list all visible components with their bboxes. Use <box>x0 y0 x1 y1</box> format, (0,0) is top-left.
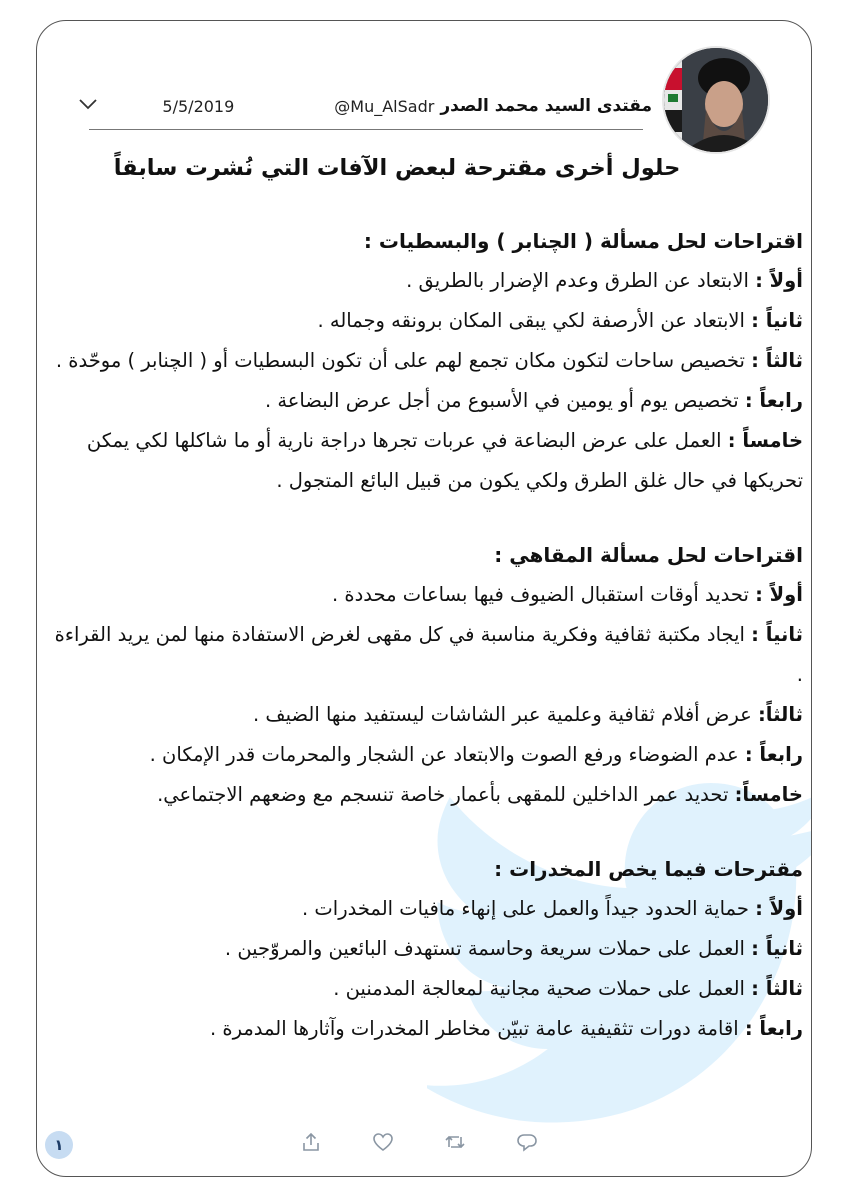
item-ordinal: أولاً : <box>755 897 803 920</box>
section-heading: مقترحات فيما يخص المخدرات : <box>494 857 803 881</box>
author-handle[interactable]: @Mu_AlSadr <box>334 96 435 116</box>
tweet-header <box>77 89 652 123</box>
list-item <box>43 889 803 929</box>
item-text: تخصيص ساحات لتكون مكان تجمع لهم على أن تكون البسطيات أو ( الچنابر ) موحّدة . <box>55 349 752 372</box>
list-item <box>43 1009 803 1049</box>
item-text: اقامة دورات تثقيفية عامة تبيّن مخاطر المخدرات وآثارها المدمرة . <box>209 1017 745 1040</box>
item-ordinal: ثانياً : <box>751 309 803 332</box>
section-heading: اقتراحات لحل مسألة ( الچنابر ) والبسطيات : <box>363 229 803 253</box>
item-ordinal: رابعاً : <box>744 743 803 766</box>
tweet-card <box>36 20 812 1177</box>
item-ordinal: أولاً : <box>755 583 803 606</box>
reply-icon[interactable] <box>516 1131 538 1153</box>
item-ordinal: ثالثاً : <box>751 977 803 1000</box>
post-body <box>43 221 803 1049</box>
section-drugs <box>43 849 803 1049</box>
item-ordinal: ثانياً : <box>751 937 803 960</box>
section-heading: اقتراحات لحل مسألة المقاهي : <box>494 543 803 567</box>
list-item <box>43 261 803 301</box>
item-text: تحديد أوقات استقبال الضيوف فيها بساعات محددة . <box>331 583 756 606</box>
header-divider <box>89 129 643 130</box>
item-ordinal: أولاً : <box>755 269 803 292</box>
list-item <box>43 695 803 735</box>
item-ordinal: ثالثاً : <box>751 349 803 372</box>
item-ordinal: رابعاً : <box>744 389 803 412</box>
avatar[interactable] <box>662 46 770 154</box>
page-number-badge: ١ <box>45 1131 73 1159</box>
list-item <box>43 341 803 381</box>
item-ordinal: رابعاً : <box>744 1017 803 1040</box>
list-item <box>43 381 803 421</box>
share-icon[interactable] <box>300 1131 322 1153</box>
item-ordinal: ثالثاً: <box>757 703 803 726</box>
item-text: ايجاد مكتبة ثقافية وفكرية مناسبة في كل مقهى لغرض الاستفادة منها لمن يريد القراءة . <box>54 623 803 686</box>
list-item <box>43 301 803 341</box>
like-icon[interactable] <box>372 1131 394 1153</box>
list-item <box>43 775 803 815</box>
item-text: حماية الحدود جيداً والعمل على إنهاء مافيات المخدرات . <box>302 897 756 920</box>
post-title: حلول أخرى مقترحة لبعض الآفات التي نُشرت سابقاً <box>113 155 681 181</box>
item-text: عرض أفلام ثقافية وعلمية عبر الشاشات ليستفيد منها الضيف . <box>253 703 758 726</box>
item-text: الابتعاد عن الطرق وعدم الإضرار بالطريق . <box>406 269 756 292</box>
post-date: 5/5/2019 <box>162 96 235 116</box>
item-text: الابتعاد عن الأرصفة لكي يبقى المكان برونقه وجماله . <box>317 309 752 332</box>
list-item <box>43 969 803 1009</box>
item-text: العمل على حملات صحية مجانية لمعالجة المدمنين . <box>333 977 752 1000</box>
item-text: العمل على عرض البضاعة في عربات تجرها دراجة نارية أو ما شاكلها لكي يمكن تحريكها في حال غلق الطرق ولكي يكون من قبيل البائع المتجول . <box>86 429 803 492</box>
retweet-icon[interactable] <box>444 1131 466 1153</box>
avatar-image <box>664 48 768 152</box>
author-name[interactable]: مقتدى السيد محمد الصدر <box>440 96 652 116</box>
chevron-down-icon[interactable] <box>77 93 99 115</box>
item-ordinal: ثانياً : <box>751 623 803 646</box>
item-text: تخصيص يوم أو يومين في الأسبوع من أجل عرض البضاعة . <box>264 389 745 412</box>
section-stalls <box>43 221 803 501</box>
list-item <box>43 575 803 615</box>
section-cafes <box>43 535 803 815</box>
list-item <box>43 735 803 775</box>
list-item <box>43 421 803 501</box>
list-item <box>43 615 803 695</box>
item-text: تحديد عمر الداخلين للمقهى بأعمار خاصة تنسجم مع وضعهم الاجتماعي. <box>157 783 735 806</box>
tweet-actions <box>292 1131 552 1155</box>
item-ordinal: خامساً : <box>727 429 803 452</box>
item-ordinal: خامساً: <box>734 783 803 806</box>
item-text: العمل على حملات سريعة وحاسمة تستهدف البائعين والمروّجين . <box>224 937 752 960</box>
item-text: عدم الضوضاء ورفع الصوت والابتعاد عن الشجار والمحرمات قدر الإمكان . <box>149 743 745 766</box>
list-item <box>43 929 803 969</box>
